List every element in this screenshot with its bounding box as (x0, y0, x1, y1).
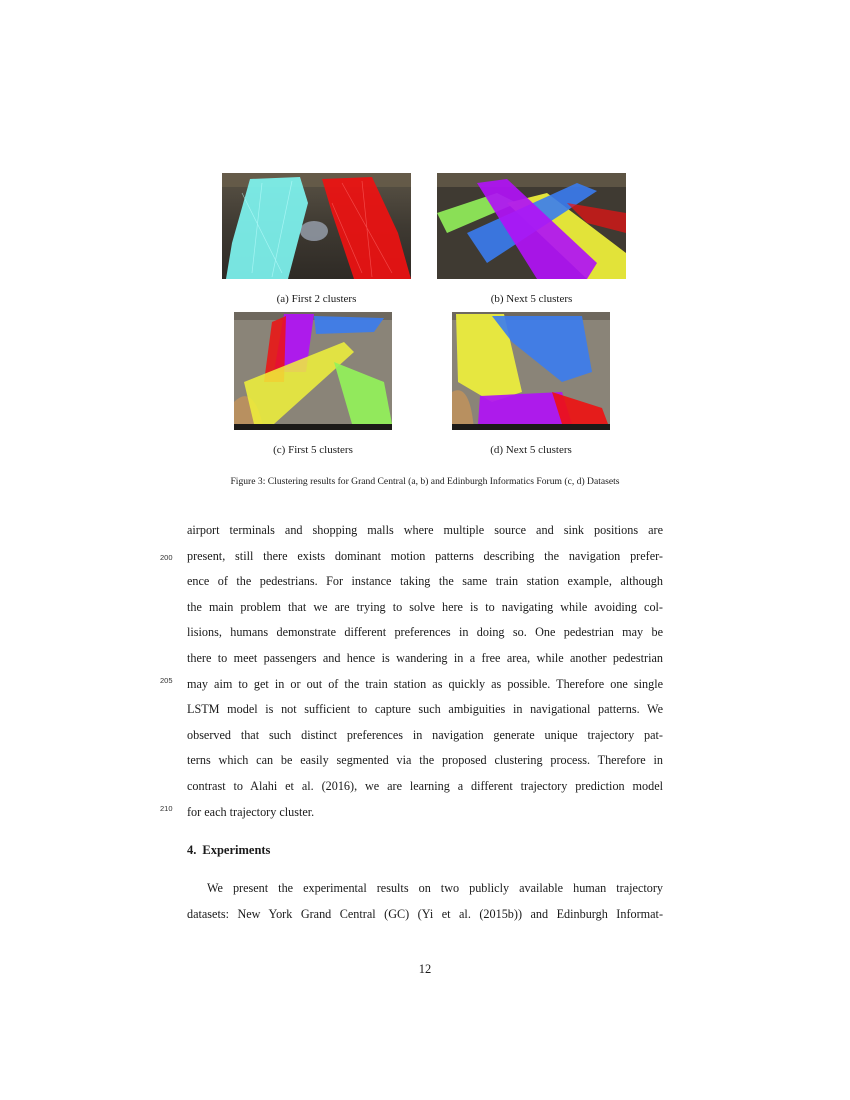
body-line: datasets: New York Grand Central (GC) (Yi et al. (2015b)) and Edinburgh Informat- (187, 906, 663, 921)
subfigure-d-caption: (d) Next 5 clusters (490, 444, 572, 456)
figure-caption: Figure 3: Clustering results for Grand Central (a, b) and Edinburgh Informatics Forum (c, d) Datasets (230, 476, 620, 487)
subfigure-a-image (222, 173, 411, 279)
section-number: 4. (187, 843, 197, 857)
cluster-blue-c (314, 316, 384, 334)
body-line: ence of the pedestrians. For instance taking the same train station example, although (187, 574, 663, 589)
body-line: for each trajectory cluster. (187, 804, 315, 819)
body-line: contrast to Alahi et al. (2016), we are learning a different trajectory prediction model (187, 778, 663, 793)
subfigure-b-image (437, 173, 626, 279)
subfigure-c-caption: (c) First 5 clusters (273, 444, 353, 456)
page-number: 12 (418, 962, 432, 976)
body-line: there to meet passengers and hence is wandering in a free area, while another pedestrian (187, 650, 663, 665)
body-line: present, still there exists dominant motion patterns describing the navigation prefer- (187, 548, 663, 563)
experiments-paragraph (187, 876, 663, 927)
body-line: lisions, humans demonstrate different preferences in doing so. One pedestrian may be (187, 625, 663, 640)
subfigure-a-caption: (a) First 2 clusters (276, 293, 357, 305)
line-number: 200 (160, 553, 173, 562)
body-paragraph (187, 518, 663, 825)
body-line: LSTM model is not sufficient to capture such ambiguities in navigational patterns. We (187, 702, 663, 717)
line-number: 205 (160, 676, 173, 685)
body-line: We present the experimental results on two publicly available human trajectory (207, 881, 663, 895)
subfigure-d-image (452, 312, 610, 430)
body-line: airport terminals and shopping malls where multiple source and sink positions are (187, 523, 663, 537)
subfigure-b-caption: (b) Next 5 clusters (490, 293, 573, 305)
body-line: terns which can be easily segmented via the proposed clustering process. Therefore in (187, 753, 663, 768)
section-heading (187, 843, 276, 858)
subfigure-c-image (234, 312, 392, 430)
body-line: may aim to get in or out of the train station as quickly as possible. Therefore one single (187, 676, 663, 691)
section-title: Experiments (202, 843, 271, 857)
body-line: observed that such distinct preferences in navigation generate unique trajectory pat- (187, 727, 663, 742)
body-line: the main problem that we are trying to solve here is to navigating while avoiding col- (187, 599, 663, 614)
line-number: 210 (160, 804, 173, 813)
